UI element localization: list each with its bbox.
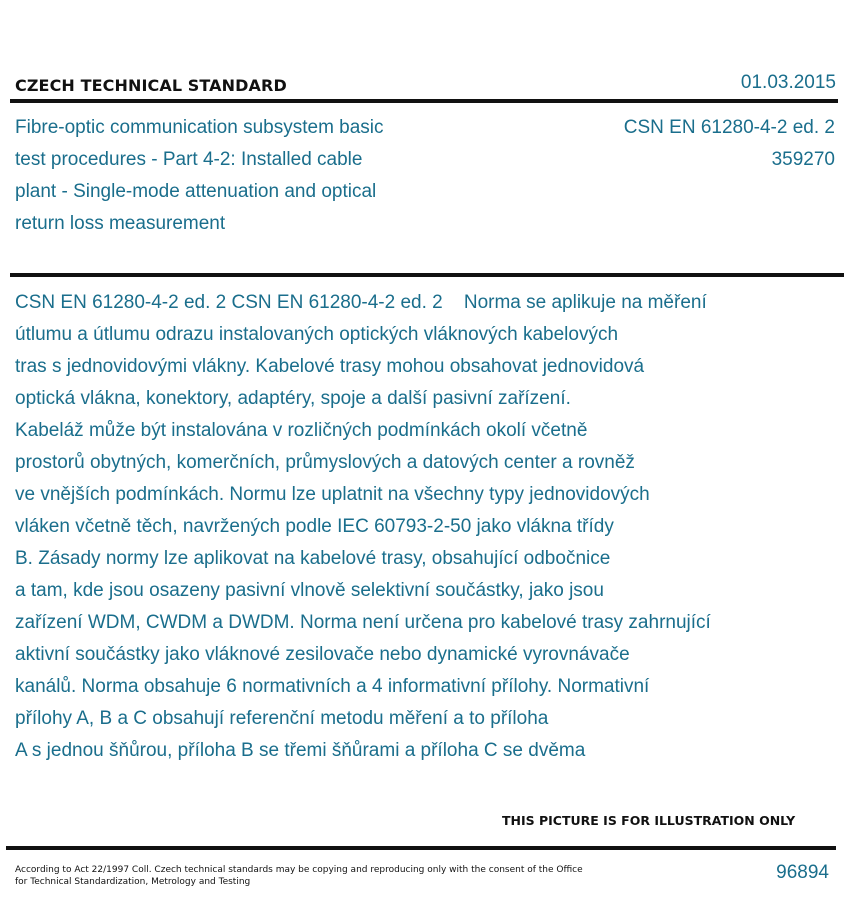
header-divider: [10, 99, 838, 103]
classification-number: 359270: [771, 149, 835, 170]
standard-code: CSN EN 61280-4-2 ed. 2: [623, 117, 835, 138]
abstract-line: Kabeláž může být instalována v rozličných podmínkách okolí včetně: [15, 420, 588, 441]
document-number: 96894: [776, 862, 829, 883]
abstract-line: tras s jednovidovými vlákny. Kabelové trasy mohou obsahovat jednovidová: [15, 356, 645, 377]
abstract-line: kanálů. Norma obsahuje 6 normativních a 4 informativní přílohy. Normativní: [15, 676, 650, 697]
illustration-note: THIS PICTURE IS FOR ILLUSTRATION ONLY: [502, 813, 796, 828]
abstract-line: vláken včetně těch, navržených podle IEC 60793-2-50 jako vlákna třídy: [15, 516, 614, 537]
footer-divider: [6, 846, 836, 850]
legal-notice: [15, 864, 583, 888]
abstract-line: B. Zásady normy lze aplikovat na kabelové trasy, obsahující odbočnice: [15, 548, 611, 569]
title-line: return loss measurement: [15, 213, 226, 234]
legal-notice-line: for Technical Standardization, Metrology and Testing: [15, 877, 251, 887]
abstract-line: ve vnějších podmínkách. Normu lze uplatnit na všechny typy jednovidových: [15, 484, 650, 505]
abstract-line: přílohy A, B a C obsahují referenční metodu měření a to příloha: [15, 708, 549, 729]
abstract-line: prostorů obytných, komerčních, průmyslových a datových center a rovněž: [15, 452, 635, 473]
standard-type-label: CZECH TECHNICAL STANDARD: [15, 76, 287, 95]
title-line: test procedures - Part 4-2: Installed cable: [15, 149, 363, 170]
title-line: Fibre-optic communication subsystem basic: [15, 117, 384, 138]
abstract-line: útlumu a útlumu odrazu instalovaných optických vláknových kabelových: [15, 324, 619, 345]
abstract-line: A s jednou šňůrou, příloha B se třemi šňůrami a příloha C se dvěma: [15, 740, 586, 761]
title-line: plant - Single-mode attenuation and optical: [15, 181, 377, 202]
abstract-line: CSN EN 61280-4-2 ed. 2 CSN EN 61280-4-2 ed. 2 Norma se aplikuje na měření: [15, 292, 707, 313]
legal-notice-line: According to Act 22/1997 Coll. Czech technical standards may be copying and reproducing only with the consent of the Office: [15, 865, 583, 875]
abstract-line: optická vlákna, konektory, adaptéry, spoje a další pasivní zařízení.: [15, 388, 571, 409]
publication-date: 01.03.2015: [740, 72, 836, 93]
abstract-line: aktivní součástky jako vláknové zesilovače nebo dynamické vyrovnávače: [15, 644, 630, 665]
abstract-line: a tam, kde jsou osazeny pasivní vlnově selektivní součástky, jako jsou: [15, 580, 604, 601]
title-divider: [10, 273, 844, 277]
abstract-line: zařízení WDM, CWDM a DWDM. Norma není určena pro kabelové trasy zahrnující: [15, 612, 711, 633]
